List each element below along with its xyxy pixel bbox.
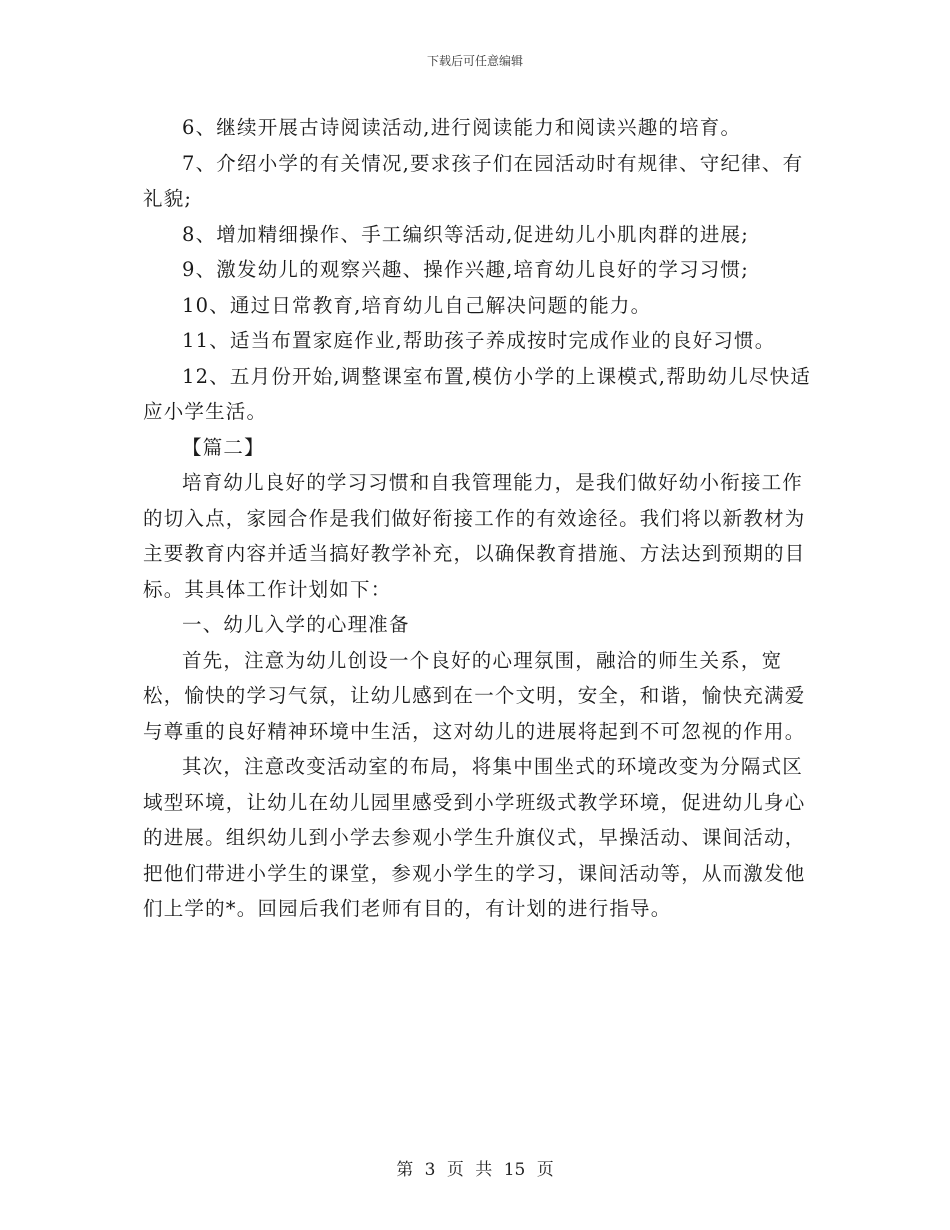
page-header: 下载后可任意编辑 — [426, 54, 523, 68]
section-heading-part-two: 【篇二】 — [182, 435, 265, 459]
paragraph-item-11: 11、适当布置家庭作业,帮助孩子养成按时完成作业的良好习惯。 — [182, 329, 776, 352]
page-number-footer: 第 3 页 共 15 页 — [396, 1160, 554, 1180]
intro-paragraph: 培育幼儿良好的学习习惯和自我管理能力，是我们做好幼小衔接工作的切入点，家园合作是我们做好衔接工作的有效途径。我们将以新教材为主要教育内容并适当搞好教学补充，以确保教育措施、方法达到预期的目标。其具体工作计划如下： — [143, 471, 806, 601]
paragraph-item-9: 9、激发幼儿的观察兴趣、操作兴趣,培育幼儿良好的学习习惯; — [182, 258, 749, 281]
body-paragraph-second: 其次，注意改变活动室的布局，将集中围坐式的环境改变为分隔式区域型环境，让幼儿在幼儿园里感受到小学班级式教学环境，促进幼儿身心的进展。组织幼儿到小学去参观小学生升旗仪式，早操活动、课间活动，把他们带进小学生的课堂，参观小学生的学习，课间活动等，从而激发他们上学的*。回园后我们老师有目的，有计划的进行指导。 — [143, 755, 806, 920]
paragraph-item-8: 8、增加精细操作、手工编织等活动,促进幼儿小肌肉群的进展; — [182, 222, 749, 246]
document-body — [143, 110, 811, 927]
paragraph-item-12: 12、五月份开始,调整课室布置,模仿小学的上课模式,帮助幼儿尽快适应小学生活。 — [143, 364, 812, 423]
subsection-heading: 一、幼儿入学的心理准备 — [182, 613, 410, 636]
paragraph-item-6: 6、继续开展古诗阅读活动,进行阅读能力和阅读兴趣的培育。 — [182, 116, 742, 139]
body-paragraph-first: 首先，注意为幼儿创设一个良好的心理氛围，融洽的师生关系，宽松，愉快的学习气氛，让幼儿感到在一个文明，安全，和谐，愉快充满爱与尊重的良好精神环境中生活，这对幼儿的进展将起到不可忽视的作用。 — [143, 648, 806, 743]
paragraph-item-10: 10、通过日常教育,培育幼儿自己解决问题的能力。 — [182, 293, 652, 317]
paragraph-item-7: 7、介绍小学的有关情况,要求孩子们在园活动时有规律、守纪律、有礼貌; — [143, 151, 804, 210]
